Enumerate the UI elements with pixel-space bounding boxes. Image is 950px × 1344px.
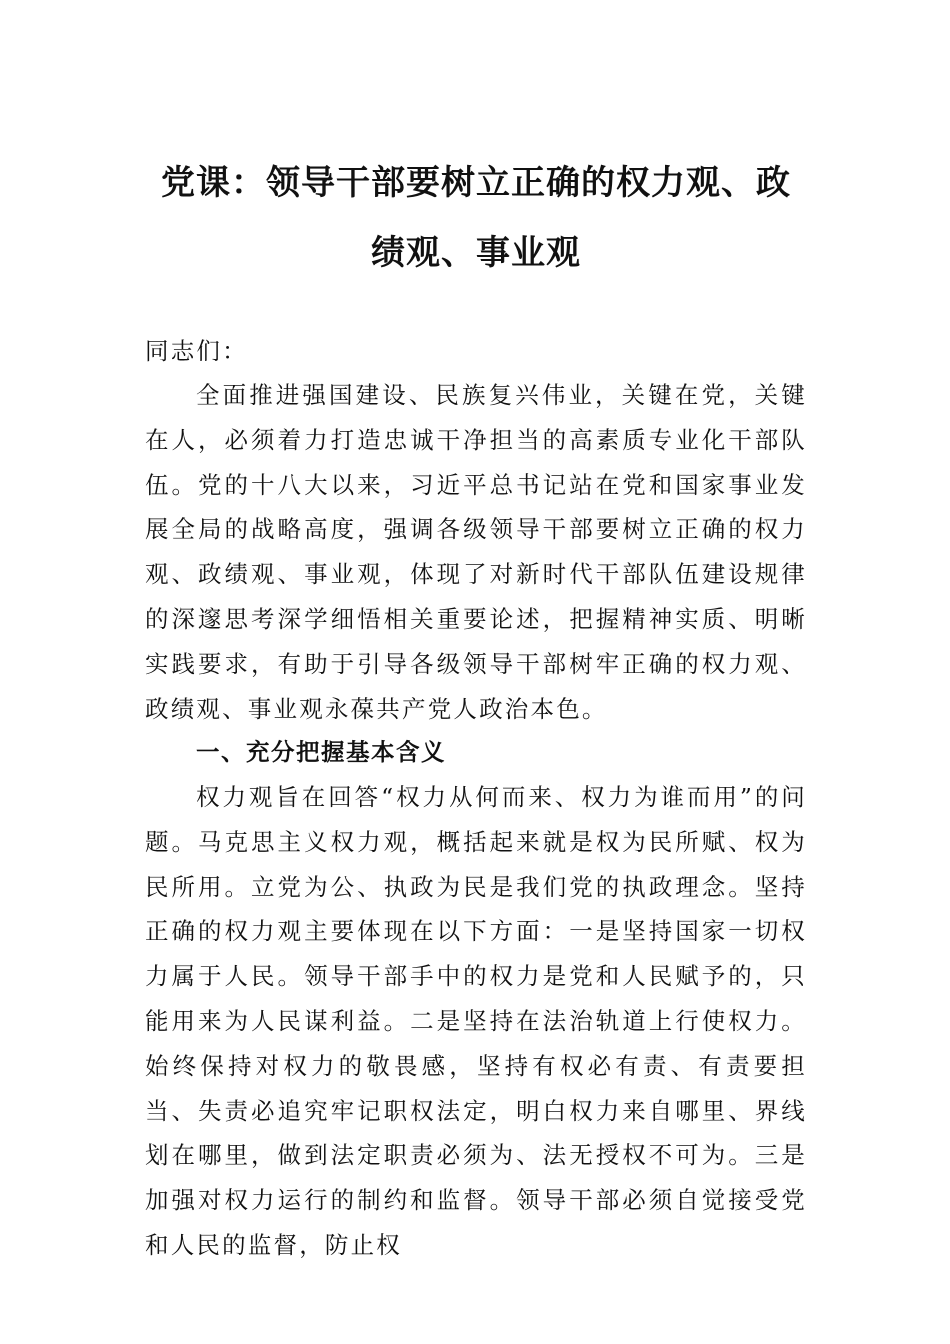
paragraph-intro: 全面推进强国建设、民族复兴伟业，关键在党，关键在人，必须着力打造忠诚干净担当的高素质专业化干部队伍。党的十八大以来，习近平总书记站在党和国家事业发展全局的战略高度，强调各级领导干部要树立正确的权力观、政绩观、事业观，体现了对新时代干部队伍建设规律的深邃思考深学细悟相关重要论述，把握精神实质、明晰实践要求，有助于引导各级领导干部树牢正确的权力观、政绩观、事业观永葆共产党人政治本色。 xyxy=(145,381,807,723)
document-title-line-1: 党课：领导干部要树立正确的权力观、政 xyxy=(161,163,791,203)
document-title-line-2: 绩观、事业观 xyxy=(371,233,581,273)
salutation: 同志们： xyxy=(145,337,248,365)
paragraph-power-view: 权力观旨在回答“权力从何而来、权力为谁而用”的问题。马克思主义权力观，概括起来就是权为民所赋、权为民所用。立党为公、执政为民是我们党的执政理念。坚持正确的权力观主要体现在以下方面：一是坚持国家一切权力属于人民。领导干部手中的权力是党和人民赋予的，只能用来为人民谋利益。二是坚持在法治轨道上行使权力。始终保持对权力的敬畏感，坚持有权必有责、有责要担当、失责必追究牢记职权法定，明白权力来自哪里、界线划在哪里，做到法定职责必须为、法无授权不可为。三是加强对权力运行的制约和监督。领导干部必须自觉接受党和人民的监督，防止权 xyxy=(145,783,807,1259)
section-heading-1: 一、充分把握基本含义 xyxy=(196,738,446,766)
